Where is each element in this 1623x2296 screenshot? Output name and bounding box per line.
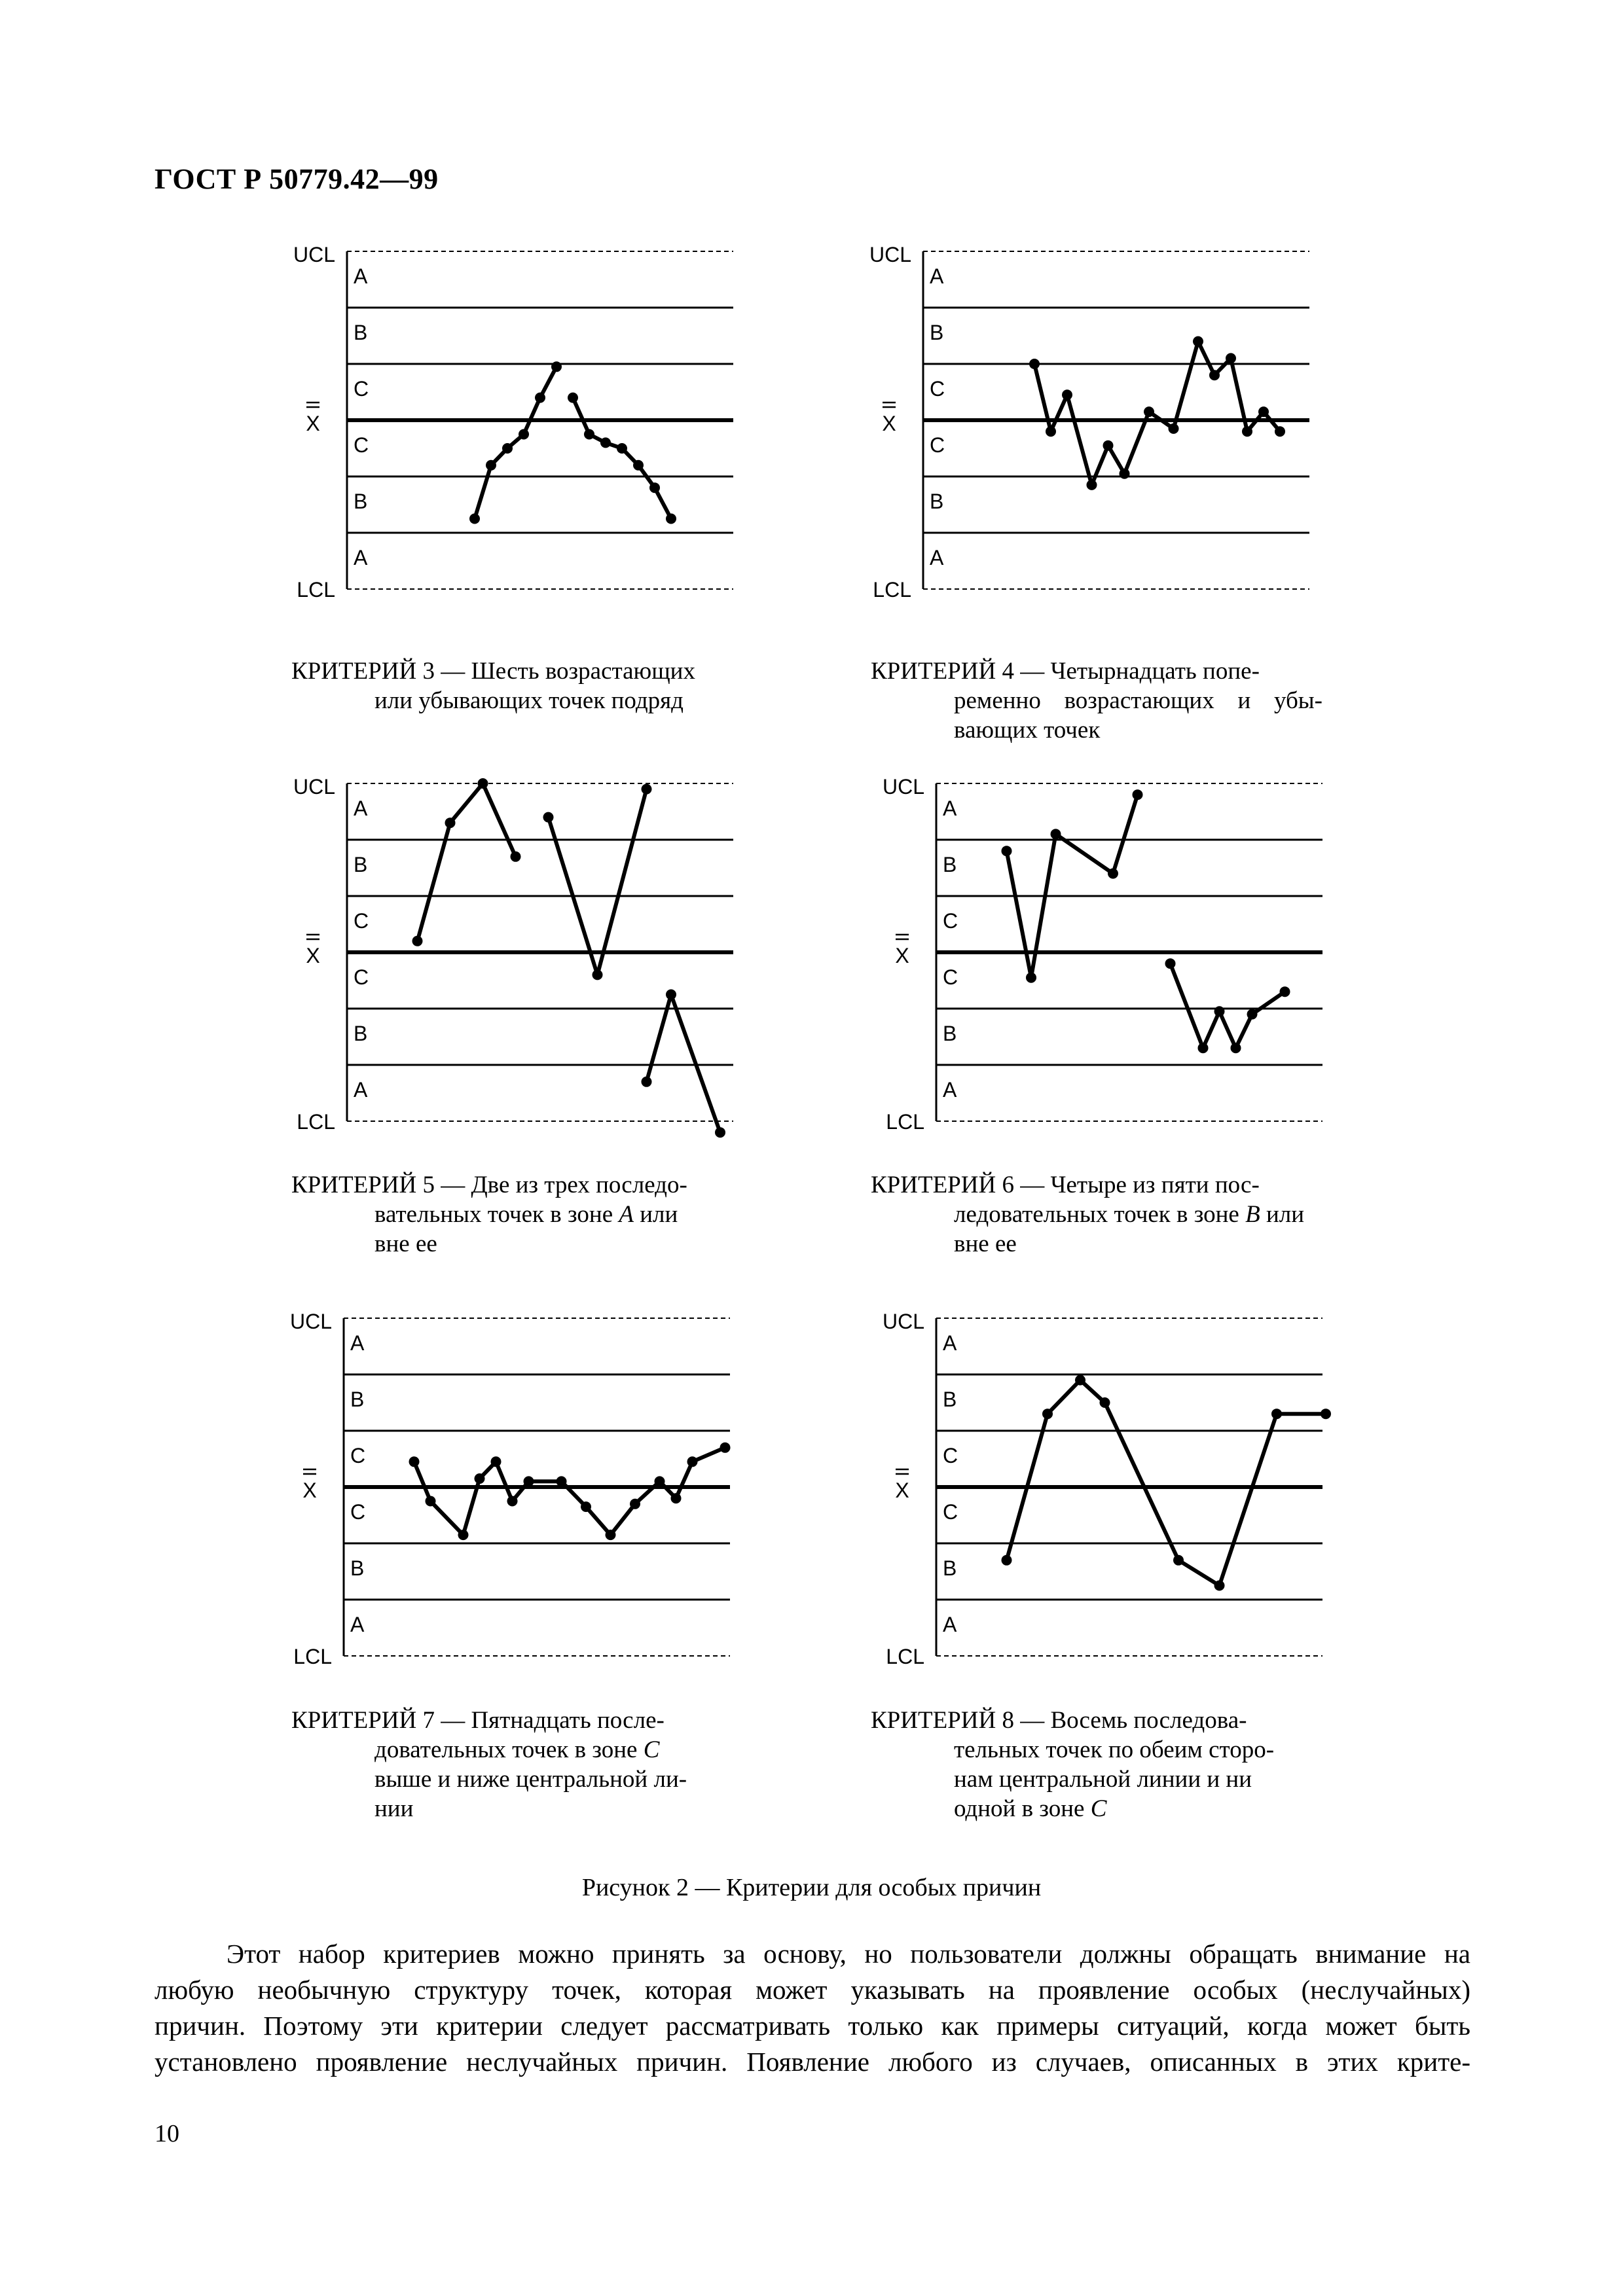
zone-label: C bbox=[930, 433, 945, 457]
zone-label: B bbox=[943, 1388, 957, 1411]
zone-label: A bbox=[943, 1078, 957, 1102]
data-point bbox=[502, 443, 513, 454]
data-point bbox=[543, 812, 554, 823]
data-point bbox=[1247, 1009, 1258, 1020]
zone-label: C bbox=[354, 909, 369, 933]
data-point bbox=[1209, 370, 1220, 380]
zone-label: C bbox=[350, 1500, 366, 1524]
data-point bbox=[581, 1501, 591, 1512]
data-point bbox=[633, 460, 644, 471]
chart-svg bbox=[282, 243, 740, 601]
caption-line: вне ее bbox=[954, 1230, 1017, 1257]
zone-label: B bbox=[354, 321, 368, 344]
caption-line: КРИТЕРИЙ 6 — Четыре из пяти пос- bbox=[871, 1172, 1260, 1198]
caption-line: ременно возрастающих и убы- bbox=[954, 687, 1322, 714]
zone-label: B bbox=[943, 1556, 957, 1580]
chart-criterion-6 bbox=[871, 775, 1329, 1134]
lcl-label: LCL bbox=[297, 578, 335, 601]
zone-letter: A bbox=[619, 1201, 634, 1228]
data-point bbox=[491, 1456, 501, 1467]
data-point bbox=[1075, 1375, 1085, 1386]
zone-letter: B bbox=[1245, 1201, 1260, 1228]
zone-label: A bbox=[943, 1613, 957, 1636]
data-point bbox=[606, 1530, 616, 1540]
zone-letter: C bbox=[643, 1736, 660, 1763]
center-label: X bbox=[895, 944, 909, 967]
zone-label: B bbox=[354, 1022, 368, 1045]
caption-line: или убывающих точек подряд bbox=[374, 687, 684, 714]
chart-criterion-3 bbox=[282, 243, 740, 601]
data-point bbox=[1258, 406, 1269, 417]
data-point bbox=[1280, 986, 1290, 997]
series-line bbox=[1171, 963, 1285, 1048]
data-point bbox=[551, 361, 562, 372]
center-label: X bbox=[306, 944, 320, 967]
zone-label: A bbox=[350, 1613, 365, 1636]
chart-criterion-8 bbox=[871, 1310, 1329, 1668]
caption-criterion-5 bbox=[291, 1170, 743, 1259]
ucl-label: UCL bbox=[869, 243, 911, 266]
page-number: 10 bbox=[155, 2120, 179, 2147]
data-point bbox=[475, 1473, 485, 1484]
data-point bbox=[1087, 480, 1097, 490]
zone-label: B bbox=[930, 490, 944, 513]
zone-label: C bbox=[354, 433, 369, 457]
data-point bbox=[1226, 353, 1236, 363]
data-point bbox=[1120, 469, 1130, 479]
zone-label: C bbox=[930, 377, 945, 401]
caption-line: одной в зоне bbox=[954, 1795, 1085, 1822]
body-line: причин. Поэтому эти критерии следует рассматривать только как примеры ситуаций, когда может быть bbox=[155, 2011, 1470, 2041]
body-line: любую необычную структуру точек, которая может указывать на проявление особых (неслучайных) bbox=[155, 1975, 1470, 2005]
series-line bbox=[549, 789, 647, 975]
data-point bbox=[1029, 359, 1040, 369]
zone-label: A bbox=[943, 797, 957, 820]
chart-svg bbox=[858, 243, 1316, 601]
zone-label: B bbox=[943, 853, 957, 876]
center-label: X bbox=[895, 1479, 909, 1502]
caption-line: КРИТЕРИЙ 7 — Пятнадцать после- bbox=[291, 1707, 665, 1734]
data-point bbox=[642, 1077, 652, 1087]
chart-svg bbox=[278, 1310, 737, 1668]
data-point bbox=[478, 778, 488, 789]
data-point bbox=[1173, 1555, 1184, 1566]
ucl-label: UCL bbox=[882, 775, 924, 798]
data-point bbox=[1198, 1043, 1209, 1053]
zone-label: A bbox=[354, 264, 368, 288]
data-point bbox=[1042, 1408, 1053, 1419]
center-label: X bbox=[882, 412, 896, 435]
data-point bbox=[1214, 1581, 1225, 1591]
data-point bbox=[1062, 389, 1072, 400]
data-point bbox=[666, 990, 676, 1000]
ucl-label: UCL bbox=[293, 243, 335, 266]
caption-line: выше и ниже центральной ли- bbox=[374, 1766, 687, 1793]
figure-caption: Рисунок 2 — Критерии для особых причин bbox=[581, 1874, 1042, 1901]
chart-criterion-4 bbox=[858, 243, 1316, 601]
caption-criterion-6 bbox=[871, 1170, 1329, 1259]
chart-criterion-7 bbox=[278, 1310, 737, 1668]
series-line bbox=[1007, 795, 1138, 978]
data-point bbox=[535, 393, 545, 403]
zone-label: B bbox=[354, 490, 368, 513]
zone-label: B bbox=[943, 1022, 957, 1045]
caption-criterion-4 bbox=[871, 656, 1322, 745]
data-point bbox=[1169, 423, 1179, 434]
series-line bbox=[418, 783, 516, 941]
zone-label: A bbox=[354, 546, 368, 569]
data-point bbox=[1103, 440, 1114, 451]
zone-label: C bbox=[350, 1444, 366, 1467]
series-line bbox=[573, 398, 671, 519]
body-paragraph bbox=[155, 1936, 1470, 2080]
caption-line: или bbox=[1266, 1201, 1305, 1228]
data-point bbox=[1275, 426, 1285, 437]
caption-line: КРИТЕРИЙ 8 — Восемь последова- bbox=[871, 1707, 1247, 1734]
data-point bbox=[1133, 789, 1143, 800]
body-line: Этот набор критериев можно принять за основу, но пользователи должны обращать внимание на bbox=[227, 1939, 1470, 1969]
caption-line: вательных точек в зоне bbox=[374, 1201, 613, 1228]
chart-svg bbox=[871, 1310, 1329, 1668]
caption-line: ледовательных точек в зоне bbox=[954, 1201, 1239, 1228]
zone-label: B bbox=[930, 321, 944, 344]
zone-label: A bbox=[354, 797, 368, 820]
data-point bbox=[600, 437, 611, 448]
chart-svg bbox=[871, 775, 1329, 1134]
data-point bbox=[655, 1476, 665, 1486]
data-point bbox=[1144, 406, 1154, 417]
data-point bbox=[519, 429, 529, 440]
data-point bbox=[1108, 869, 1118, 879]
data-point bbox=[671, 1493, 682, 1503]
caption-line: нам центральной линии и ни bbox=[954, 1766, 1252, 1793]
data-point bbox=[445, 817, 456, 828]
caption-line: КРИТЕРИЙ 3 — Шесть возрастающих bbox=[291, 658, 695, 685]
series-line bbox=[1034, 342, 1280, 485]
lcl-label: LCL bbox=[886, 1645, 924, 1668]
lcl-label: LCL bbox=[293, 1645, 332, 1668]
lcl-label: LCL bbox=[886, 1110, 924, 1134]
data-point bbox=[1193, 336, 1203, 347]
caption-line: тельных точек по обеим сторо- bbox=[954, 1736, 1275, 1763]
data-point bbox=[584, 429, 594, 440]
data-point bbox=[511, 852, 521, 862]
chart-criterion-5 bbox=[282, 775, 740, 1134]
data-point bbox=[1242, 426, 1252, 437]
zone-label: C bbox=[943, 1444, 958, 1467]
zone-label: C bbox=[943, 965, 958, 989]
data-point bbox=[1002, 846, 1012, 856]
ucl-label: UCL bbox=[293, 775, 335, 798]
caption-line: или bbox=[640, 1201, 678, 1228]
data-point bbox=[469, 514, 480, 524]
caption-line: вне ее bbox=[374, 1230, 437, 1257]
data-point bbox=[412, 936, 423, 946]
data-point bbox=[409, 1456, 420, 1467]
center-label: X bbox=[306, 412, 320, 435]
zone-label: A bbox=[930, 264, 944, 288]
data-point bbox=[649, 482, 660, 493]
data-point bbox=[1026, 973, 1036, 983]
zone-label: B bbox=[350, 1556, 365, 1580]
data-point bbox=[666, 514, 676, 524]
data-point bbox=[1002, 1555, 1012, 1566]
data-point bbox=[642, 784, 652, 795]
data-point bbox=[715, 1127, 725, 1138]
data-point bbox=[1321, 1408, 1331, 1419]
zone-label: C bbox=[354, 965, 369, 989]
zone-label: B bbox=[350, 1388, 365, 1411]
zone-label: A bbox=[930, 546, 944, 569]
series-line bbox=[414, 1448, 725, 1535]
ucl-label: UCL bbox=[289, 1310, 332, 1333]
caption-criterion-8 bbox=[871, 1706, 1322, 1823]
data-point bbox=[720, 1443, 731, 1453]
caption-criterion-3 bbox=[291, 656, 750, 715]
data-point bbox=[524, 1476, 534, 1486]
zone-label: A bbox=[354, 1078, 368, 1102]
data-point bbox=[568, 393, 578, 403]
ucl-label: UCL bbox=[882, 1310, 924, 1333]
data-point bbox=[426, 1496, 436, 1507]
chart-svg bbox=[282, 775, 740, 1134]
data-point bbox=[1046, 426, 1056, 437]
series-line bbox=[647, 995, 721, 1133]
center-label: X bbox=[302, 1479, 317, 1502]
document-header: ГОСТ Р 50779.42—99 bbox=[155, 163, 439, 195]
caption-line: нии bbox=[374, 1795, 414, 1822]
zone-label: C bbox=[354, 377, 369, 401]
zone-label: C bbox=[943, 1500, 958, 1524]
lcl-label: LCL bbox=[873, 578, 911, 601]
data-point bbox=[1231, 1043, 1241, 1053]
zone-letter: C bbox=[1090, 1795, 1107, 1822]
data-point bbox=[617, 443, 627, 454]
data-point bbox=[507, 1496, 518, 1507]
caption-criterion-7 bbox=[291, 1706, 743, 1823]
data-point bbox=[1214, 1006, 1225, 1016]
data-point bbox=[556, 1476, 567, 1486]
caption-line: довательных точек в зоне bbox=[374, 1736, 638, 1763]
data-point bbox=[630, 1499, 640, 1509]
zone-label: A bbox=[943, 1331, 957, 1355]
zone-label: C bbox=[943, 909, 958, 933]
data-point bbox=[1051, 829, 1061, 839]
data-point bbox=[687, 1456, 698, 1467]
caption-line: вающих точек bbox=[954, 717, 1101, 744]
data-point bbox=[1100, 1397, 1110, 1408]
caption-line: КРИТЕРИЙ 4 — Четырнадцать попе- bbox=[871, 658, 1260, 685]
zone-label: B bbox=[354, 853, 368, 876]
zone-label: A bbox=[350, 1331, 365, 1355]
series-line bbox=[475, 367, 556, 518]
data-point bbox=[486, 460, 496, 471]
body-line: установлено проявление неслучайных причин. Появление любого из случаев, описанных в этих крите- bbox=[155, 2047, 1470, 2077]
lcl-label: LCL bbox=[297, 1110, 335, 1134]
data-point bbox=[1165, 958, 1176, 969]
data-point bbox=[593, 969, 603, 980]
data-point bbox=[1271, 1408, 1282, 1419]
data-point bbox=[458, 1530, 469, 1540]
caption-line: КРИТЕРИЙ 5 — Две из трех последо- bbox=[291, 1172, 687, 1198]
